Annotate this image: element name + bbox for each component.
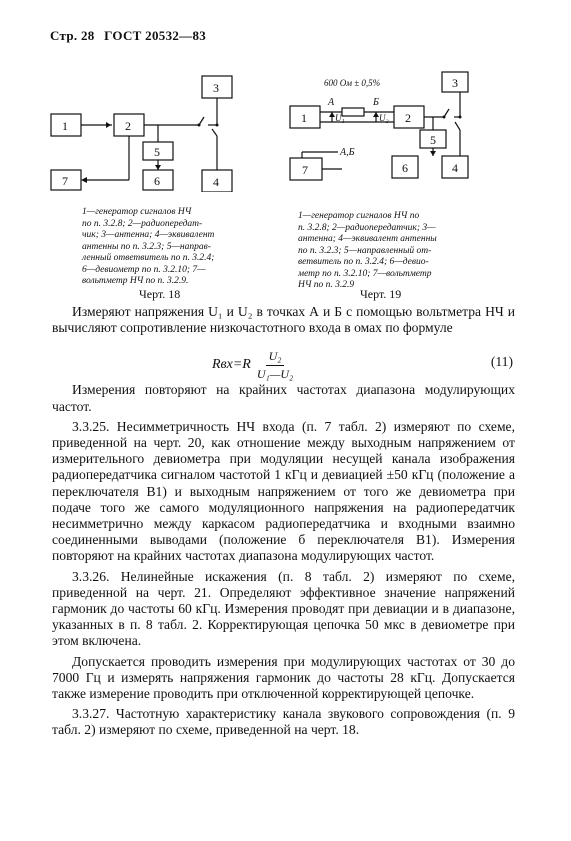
fig18-label-5: 5 <box>154 145 160 159</box>
formula-number: (11) <box>490 354 513 370</box>
fig18-legend-line: вольтметр НЧ по п. 3.2.9. <box>82 276 189 286</box>
fig19-label-3: 3 <box>452 76 458 90</box>
fig18-label-4: 4 <box>213 175 219 189</box>
page-header <box>50 28 212 44</box>
formula-lhs: Rвх=R <box>212 357 251 372</box>
paragraph-3-3-25: 3.3.25. Несимметричность НЧ входа (п. 7 табл. 2) измеряют по схеме, приведенной на черт. 20, как отношение между выходным напряжением от измерительного девиометра при модуляции несущей канала изображения радиопередатчика сигналом частотой 1 кГц и девиацией ±50 кГц (положение а переключателя В1) и выходным напряжением от того же девиометра при подаче того же самого модуляционного напряжения на радиопередатчик несимметрично между каркасом радиопередатчика и входными взаимно соединенными выводами (положение б переключателя В1). Измерения повторяют на крайних частотах диапазона модулирующих частот. <box>52 418 515 564</box>
paragraph-measure-voltages: Измеряют напряжения U₁ и U₂ в точках А и Б с помощью вольтметра НЧ и вычисляют сопротивление низкочастотного входа в омах по формуле <box>52 304 515 336</box>
fig19-label-1: 1 <box>301 111 307 125</box>
figure-19-diagram <box>282 64 482 194</box>
fig18-legend-line: 1—генератор сигналов НЧ <box>82 207 192 217</box>
fig19-legend-line: п. 3.2.8; 2—радиопередатчик; 3— <box>298 222 436 233</box>
fig18-label-2: 2 <box>125 119 131 133</box>
standard-id: ГОСТ 20532—83 <box>104 28 207 43</box>
figure-19-caption: Черт. 19 <box>360 287 402 301</box>
fig18-label-6: 6 <box>154 174 160 188</box>
formula-fraction <box>254 348 296 381</box>
paragraph-allowed-frequencies: Допускается проводить измерения при модулирующих частотах от 30 до 7000 Гц и измерять напряжения гармоник до частоты 28 кГц. Допускается также измерение проводить при отключенной корректирующей цепочке. <box>52 653 515 702</box>
formula-numerator: U₂ <box>266 348 285 365</box>
body-text <box>52 304 515 739</box>
fig19-label-5: 5 <box>430 133 436 147</box>
fig19-label-7: 7 <box>302 163 308 177</box>
paragraph-repeat-measurements: Измерения повторяют на крайних частотах диапазона модулирующих частот. <box>52 382 515 414</box>
paragraph-3-3-26: 3.3.26. Нелинейные искажения (п. 8 табл. 2) измеряют по схеме, приведенной на черт. 21. Определяют эффективное значение напряжений гармоник до частоты 60 кГц. Измерения проводят при девиации и в диапазоне, указанных в п. 8 табл. 2. Корректирующая цепочка 50 мкс в девиометре при этом включена. <box>52 568 515 649</box>
fig19-legend-line: по п. 3.2.3; 5—направленный от- <box>298 245 432 256</box>
figure-18-caption: Черт. 18 <box>139 287 181 301</box>
fig18-legend-line: 6—девиометр по п. 3.2.10; 7— <box>82 264 206 275</box>
fig18-label-3: 3 <box>213 81 219 95</box>
fig18-legend-line: антенны по п. 3.2.3; 5—направ- <box>82 241 211 252</box>
fig19-point-a: А <box>328 97 335 108</box>
fig19-legend-line: НЧ по п. 3.2.9 <box>298 280 355 290</box>
fig18-legend-line: по п. 3.2.8; 2—радиопередат- <box>82 218 203 229</box>
fig18-legend-line: чик; 3—антенна; 4—эквивалент <box>82 230 215 240</box>
formula-denominator: U₁—U₂ <box>256 366 294 381</box>
figure-18-diagram <box>44 72 244 192</box>
fig19-label-4: 4 <box>452 161 458 175</box>
paragraph-3-3-27: 3.3.27. Частотную характеристику канала звукового сопровождения (п. 9 табл. 2) измеряют по схеме, приведенной на черт. 18. <box>52 706 515 738</box>
fig19-label-2: 2 <box>405 111 411 125</box>
fig19-ab-label: А,Б <box>340 147 355 158</box>
page-number: Стр. 28 <box>50 28 95 43</box>
fig19-label-6: 6 <box>402 161 408 175</box>
fig19-u2: U₂ <box>379 113 389 123</box>
fig19-resistor <box>342 108 364 116</box>
fig19-legend-line: ветвитель по п. 3.2.4; 6—девио- <box>298 257 429 267</box>
fig19-legend-line: метр по п. 3.2.10; 7—вольтметр <box>298 268 432 279</box>
formula-11 <box>52 342 515 380</box>
figure-18-legend <box>82 207 242 288</box>
formula-expression <box>212 348 299 381</box>
fig18-label-7: 7 <box>62 174 68 188</box>
fig18-label-1: 1 <box>62 119 68 133</box>
fig19-legend-line: антенна; 4—эквивалент антенны <box>298 234 437 244</box>
fig19-u1: U₁ <box>335 113 345 123</box>
fig19-point-b: Б <box>373 97 379 108</box>
fig19-resistor-label: 600 Ом ± 0,5% <box>324 78 381 88</box>
fig19-legend-line: 1—генератор сигналов НЧ по <box>298 211 420 221</box>
fig18-legend-line: ленный ответвитель по п. 3.2.4; <box>82 253 215 263</box>
figure-19-legend <box>298 211 468 292</box>
